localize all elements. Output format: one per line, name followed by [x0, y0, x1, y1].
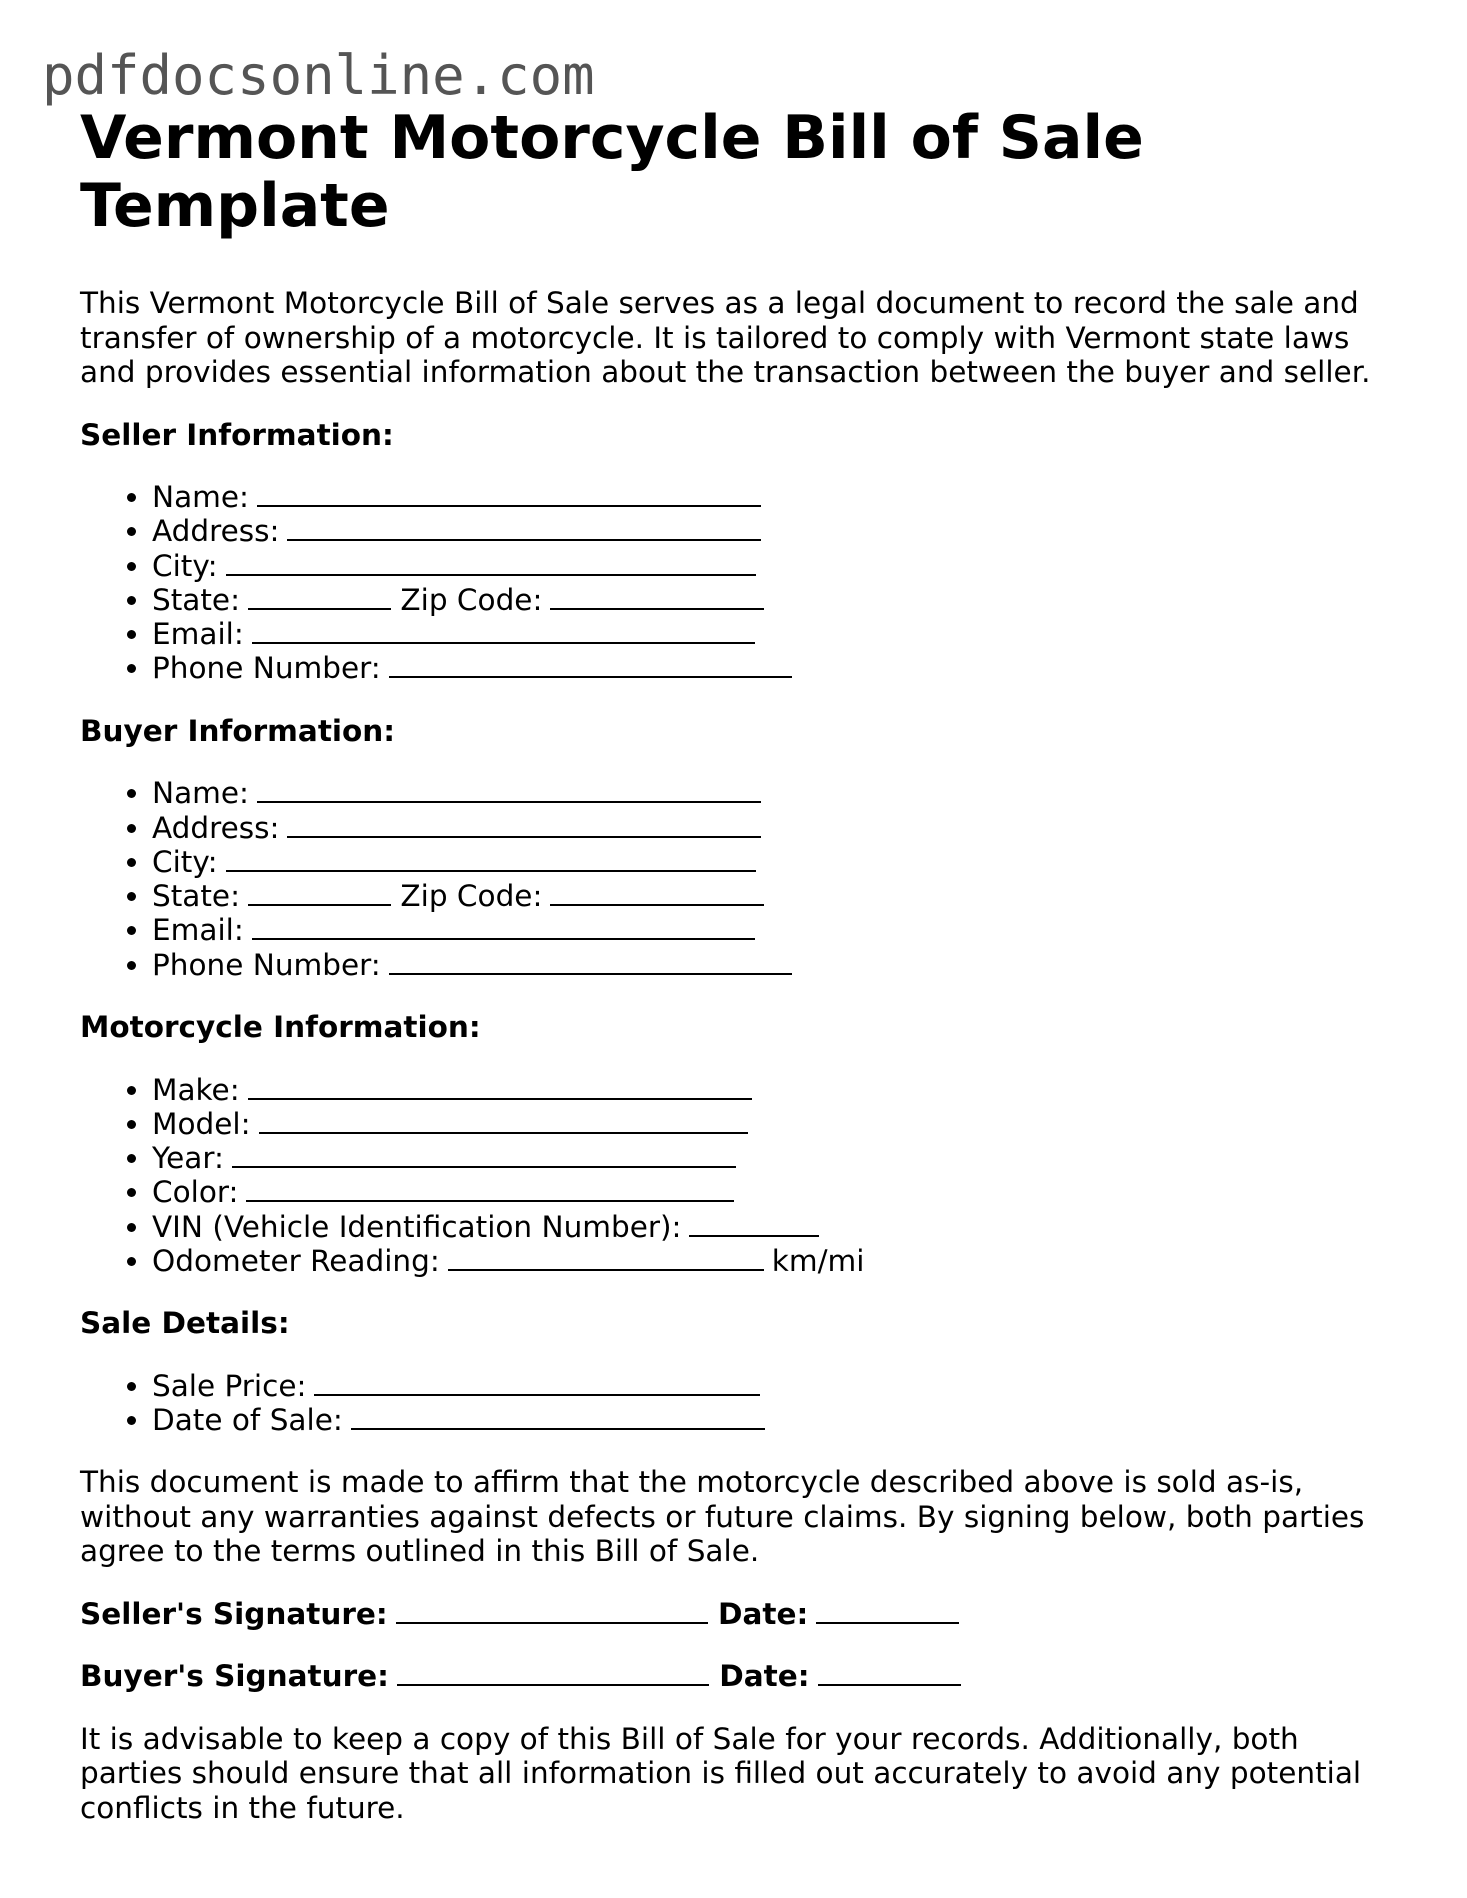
seller-name-item: [152, 480, 1410, 514]
buyer-state-field[interactable]: [248, 880, 391, 906]
buyer-name-label: Name:: [152, 776, 249, 811]
buyer-signature-row: [80, 1659, 1410, 1694]
seller-address-field[interactable]: [287, 515, 761, 541]
seller-heading: Seller Information:: [80, 417, 394, 452]
seller-phone-label: Phone Number:: [152, 651, 381, 686]
closing-paragraph: It is advisable to keep a copy of this Bill of Sale for your records. Additionally, both parties should ensure that all information is filled out accurately to avoid any potential conflicts in the future.: [80, 1721, 1362, 1825]
document-body: [80, 104, 1410, 1853]
sale-field-list: [80, 1369, 1410, 1438]
seller-signature-label: Seller's Signature:: [80, 1596, 388, 1631]
motorcycle-year-item: [152, 1141, 1410, 1175]
buyer-date-field[interactable]: [818, 1660, 961, 1686]
buyer-email-label: Email:: [152, 913, 244, 948]
sale-price-item: [152, 1369, 1410, 1403]
motorcycle-odometer-label: Odometer Reading:: [152, 1244, 440, 1279]
buyer-email-item: [152, 913, 1410, 947]
buyer-email-field[interactable]: [252, 914, 755, 940]
intro-paragraph: This Vermont Motorcycle Bill of Sale serves as a legal document to record the sale and transfer of ownership of a motorcycle. It is tailored to comply with Vermont state laws and provides essential information about the transaction between the buyer and seller.: [80, 286, 1371, 389]
sale-price-field[interactable]: [314, 1370, 760, 1396]
seller-state-field[interactable]: [248, 584, 391, 610]
seller-state-item: [152, 583, 1410, 617]
seller-signature-row: [80, 1597, 1410, 1632]
buyer-heading: Buyer Information:: [80, 713, 396, 748]
motorcycle-heading: Motorcycle Information:: [80, 1010, 481, 1045]
motorcycle-vin-field[interactable]: [689, 1211, 819, 1237]
odometer-unit: km/mi: [771, 1244, 865, 1279]
motorcycle-model-item: [152, 1107, 1410, 1141]
affirmation-paragraph: This document is made to affirm that the motorcycle described above is sold as-is, without any warranties against defects or future claims. By signing below, both parties agree to the terms outlined in this Bill of Sale.: [80, 1465, 1365, 1569]
buyer-phone-label: Phone Number:: [152, 947, 381, 982]
buyer-address-field[interactable]: [287, 812, 761, 838]
buyer-name-field[interactable]: [257, 777, 761, 803]
buyer-field-list: [80, 776, 1410, 982]
buyer-state-label: State:: [152, 879, 241, 914]
seller-date-field[interactable]: [816, 1598, 959, 1624]
buyer-phone-field[interactable]: [389, 949, 792, 975]
motorcycle-model-label: Model:: [152, 1106, 251, 1141]
seller-name-label: Name:: [152, 480, 249, 514]
buyer-phone-item: [152, 948, 1410, 982]
seller-address-item: [152, 514, 1410, 548]
watermark-logo: pdfdocsonline.com: [42, 44, 595, 107]
sale-date-field[interactable]: [351, 1404, 765, 1430]
buyer-signature-field[interactable]: [397, 1660, 709, 1686]
motorcycle-year-label: Year:: [152, 1141, 224, 1176]
seller-email-label: Email:: [152, 617, 244, 652]
sale-price-label: Sale Price:: [152, 1368, 307, 1403]
seller-name-field[interactable]: [257, 481, 761, 507]
seller-phone-field[interactable]: [389, 652, 792, 678]
motorcycle-color-label: Color:: [152, 1175, 239, 1210]
buyer-name-item: [152, 776, 1410, 810]
motorcycle-model-field[interactable]: [259, 1108, 748, 1134]
sale-heading: Sale Details:: [80, 1306, 290, 1341]
seller-email-item: [152, 617, 1410, 651]
sale-date-label: Date of Sale:: [152, 1403, 343, 1438]
buyer-city-label: City:: [152, 844, 218, 879]
motorcycle-make-field[interactable]: [248, 1074, 752, 1100]
seller-signature-field[interactable]: [396, 1598, 708, 1624]
buyer-address-item: [152, 811, 1410, 845]
seller-city-label: City:: [152, 548, 218, 583]
seller-zip-field[interactable]: [550, 584, 764, 610]
seller-date-label: Date:: [718, 1596, 809, 1631]
motorcycle-vin-item: [152, 1210, 1410, 1244]
motorcycle-odometer-item: [152, 1244, 1410, 1278]
seller-address-label: Address:: [152, 514, 280, 549]
motorcycle-vin-label: VIN (Vehicle Identification Number):: [152, 1209, 682, 1244]
seller-city-field[interactable]: [226, 550, 756, 576]
motorcycle-year-field[interactable]: [232, 1142, 736, 1168]
seller-state-label: State:: [152, 582, 241, 617]
seller-city-item: [152, 549, 1410, 583]
buyer-zip-field[interactable]: [550, 880, 764, 906]
seller-phone-item: [152, 651, 1410, 685]
motorcycle-odometer-field[interactable]: [448, 1245, 764, 1271]
buyer-zip-label: Zip Code:: [400, 879, 543, 914]
seller-field-list: [80, 480, 1410, 686]
motorcycle-make-item: [152, 1073, 1410, 1107]
buyer-city-item: [152, 845, 1410, 879]
buyer-state-item: [152, 879, 1410, 913]
seller-zip-label: Zip Code:: [400, 582, 543, 617]
buyer-city-field[interactable]: [226, 846, 756, 872]
sale-date-item: [152, 1403, 1410, 1437]
motorcycle-color-field[interactable]: [246, 1176, 734, 1202]
buyer-date-label: Date:: [719, 1659, 810, 1694]
buyer-address-label: Address:: [152, 810, 280, 845]
motorcycle-color-item: [152, 1175, 1410, 1209]
motorcycle-field-list: [80, 1073, 1410, 1279]
buyer-signature-label: Buyer's Signature:: [80, 1659, 389, 1694]
document-title: Vermont Motorcycle Bill of Sale Template: [80, 103, 1144, 241]
seller-email-field[interactable]: [252, 618, 755, 644]
motorcycle-make-label: Make:: [152, 1072, 240, 1107]
